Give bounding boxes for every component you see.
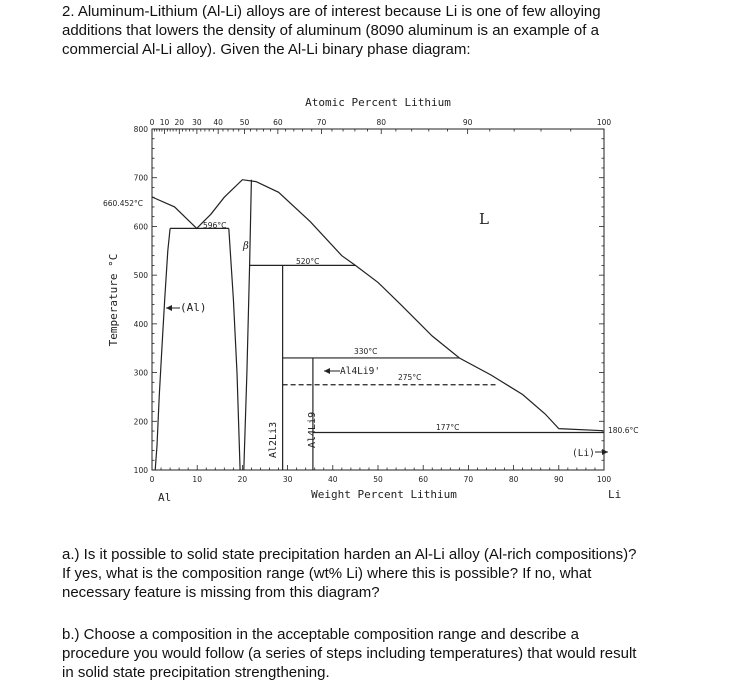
y-tick-label: 200 <box>133 417 148 427</box>
y-tick-label: 300 <box>133 368 148 378</box>
al-solid-solution-label: (Al) <box>180 301 207 314</box>
al-melting-label: 660.452°C <box>103 199 144 208</box>
y-tick-label: 500 <box>133 271 148 281</box>
top-tick-label: 10 <box>159 118 170 127</box>
top-axis-title: Atomic Percent Lithium <box>305 96 451 109</box>
part-a-line-2: If yes, what is the composition range (wt% Li) where this is possible? If no, what <box>62 565 592 582</box>
x-tick-label: 90 <box>554 475 564 484</box>
x-tick-label: 100 <box>596 475 612 484</box>
y-tick-label: 100 <box>133 466 148 475</box>
top-tick-label: 80 <box>376 118 386 127</box>
al2li3-label: Al2Li3 <box>268 421 279 458</box>
top-tick-label: 60 <box>273 118 283 127</box>
top-tick-label: 40 <box>213 118 223 127</box>
top-tick-label: 50 <box>239 118 250 127</box>
top-tick-label: 90 <box>462 118 473 127</box>
x-tick-label: 30 <box>282 475 293 484</box>
question-part-a <box>62 545 722 602</box>
top-tick-label: 0 <box>149 118 155 127</box>
beta-left-boundary <box>229 228 240 470</box>
label-330: 330°C <box>354 347 378 356</box>
li-end-label: Li <box>608 488 622 501</box>
x-tick-label: 10 <box>192 475 202 484</box>
y-axis-title: Temperature °C <box>107 253 120 347</box>
y-tick-labels <box>134 125 149 475</box>
al-end-label: Al <box>158 491 172 504</box>
beta-label: β <box>243 241 249 252</box>
label-177: 177°C <box>436 423 460 432</box>
part-a-line-3: necessary feature is missing from this diagram? <box>62 584 380 601</box>
top-tick-label: 100 <box>596 118 612 127</box>
top-tick-labels <box>150 118 612 127</box>
part-b-line-1: b.) Choose a composition in the acceptable composition range and describe a <box>62 626 579 643</box>
part-b-line-3: in solid state precipitation strengthening. <box>62 664 330 681</box>
x-tick-label: 60 <box>418 475 428 484</box>
y-tick-label: 800 <box>133 125 148 134</box>
top-tick-label: 70 <box>316 118 327 127</box>
x-tick-label: 50 <box>373 475 383 484</box>
intro-line-3: commercial Al-Li alloy). Given the Al-Li binary phase diagram: <box>62 41 471 58</box>
x-axis-title: Weight Percent Lithium <box>311 488 457 501</box>
top-tick-label: 30 <box>192 118 202 127</box>
x-tick-labels <box>150 475 612 484</box>
intro-line-1: 2. Aluminum-Lithium (Al-Li) alloys are of interest because Li is one of few alloying <box>62 3 601 20</box>
liquidus-curve <box>152 180 603 431</box>
beta-right-boundary <box>244 180 252 470</box>
x-tick-label: 70 <box>463 475 474 484</box>
y-tick-label: 400 <box>133 319 148 329</box>
plot-frame <box>152 129 604 470</box>
li-solid-solution-label: (Li) <box>572 448 595 459</box>
label-596: 596°C <box>203 221 227 230</box>
li-melting-label: 180.6°C <box>608 426 639 435</box>
al4li9-label: Al4Li9 <box>307 411 318 448</box>
x-tick-label: 80 <box>508 475 519 484</box>
x-tick-label: 0 <box>149 475 155 484</box>
question-part-b <box>62 625 722 682</box>
liquid-label: L <box>479 210 489 228</box>
top-tick-label: 20 <box>174 118 185 127</box>
al-solvus-curve <box>155 228 170 470</box>
ticks-group <box>152 129 604 470</box>
intro-line-2: additions that lowers the density of aluminum (8090 aluminum is an example of a <box>62 22 599 39</box>
al4li9-prime-label: Al4Li9' <box>340 366 381 377</box>
x-tick-label: 20 <box>237 475 248 484</box>
y-tick-label: 600 <box>133 222 148 232</box>
y-tick-label: 700 <box>133 173 148 183</box>
label-275: 275°C <box>398 373 422 382</box>
x-tick-label: 40 <box>328 475 338 484</box>
label-520: 520°C <box>296 257 320 266</box>
part-a-line-1: a.) Is it possible to solid state precipitation harden an Al-Li alloy (Al-rich compositions)? <box>62 546 637 563</box>
part-b-line-2: procedure you would follow (a series of steps including temperatures) that would result <box>62 645 637 662</box>
